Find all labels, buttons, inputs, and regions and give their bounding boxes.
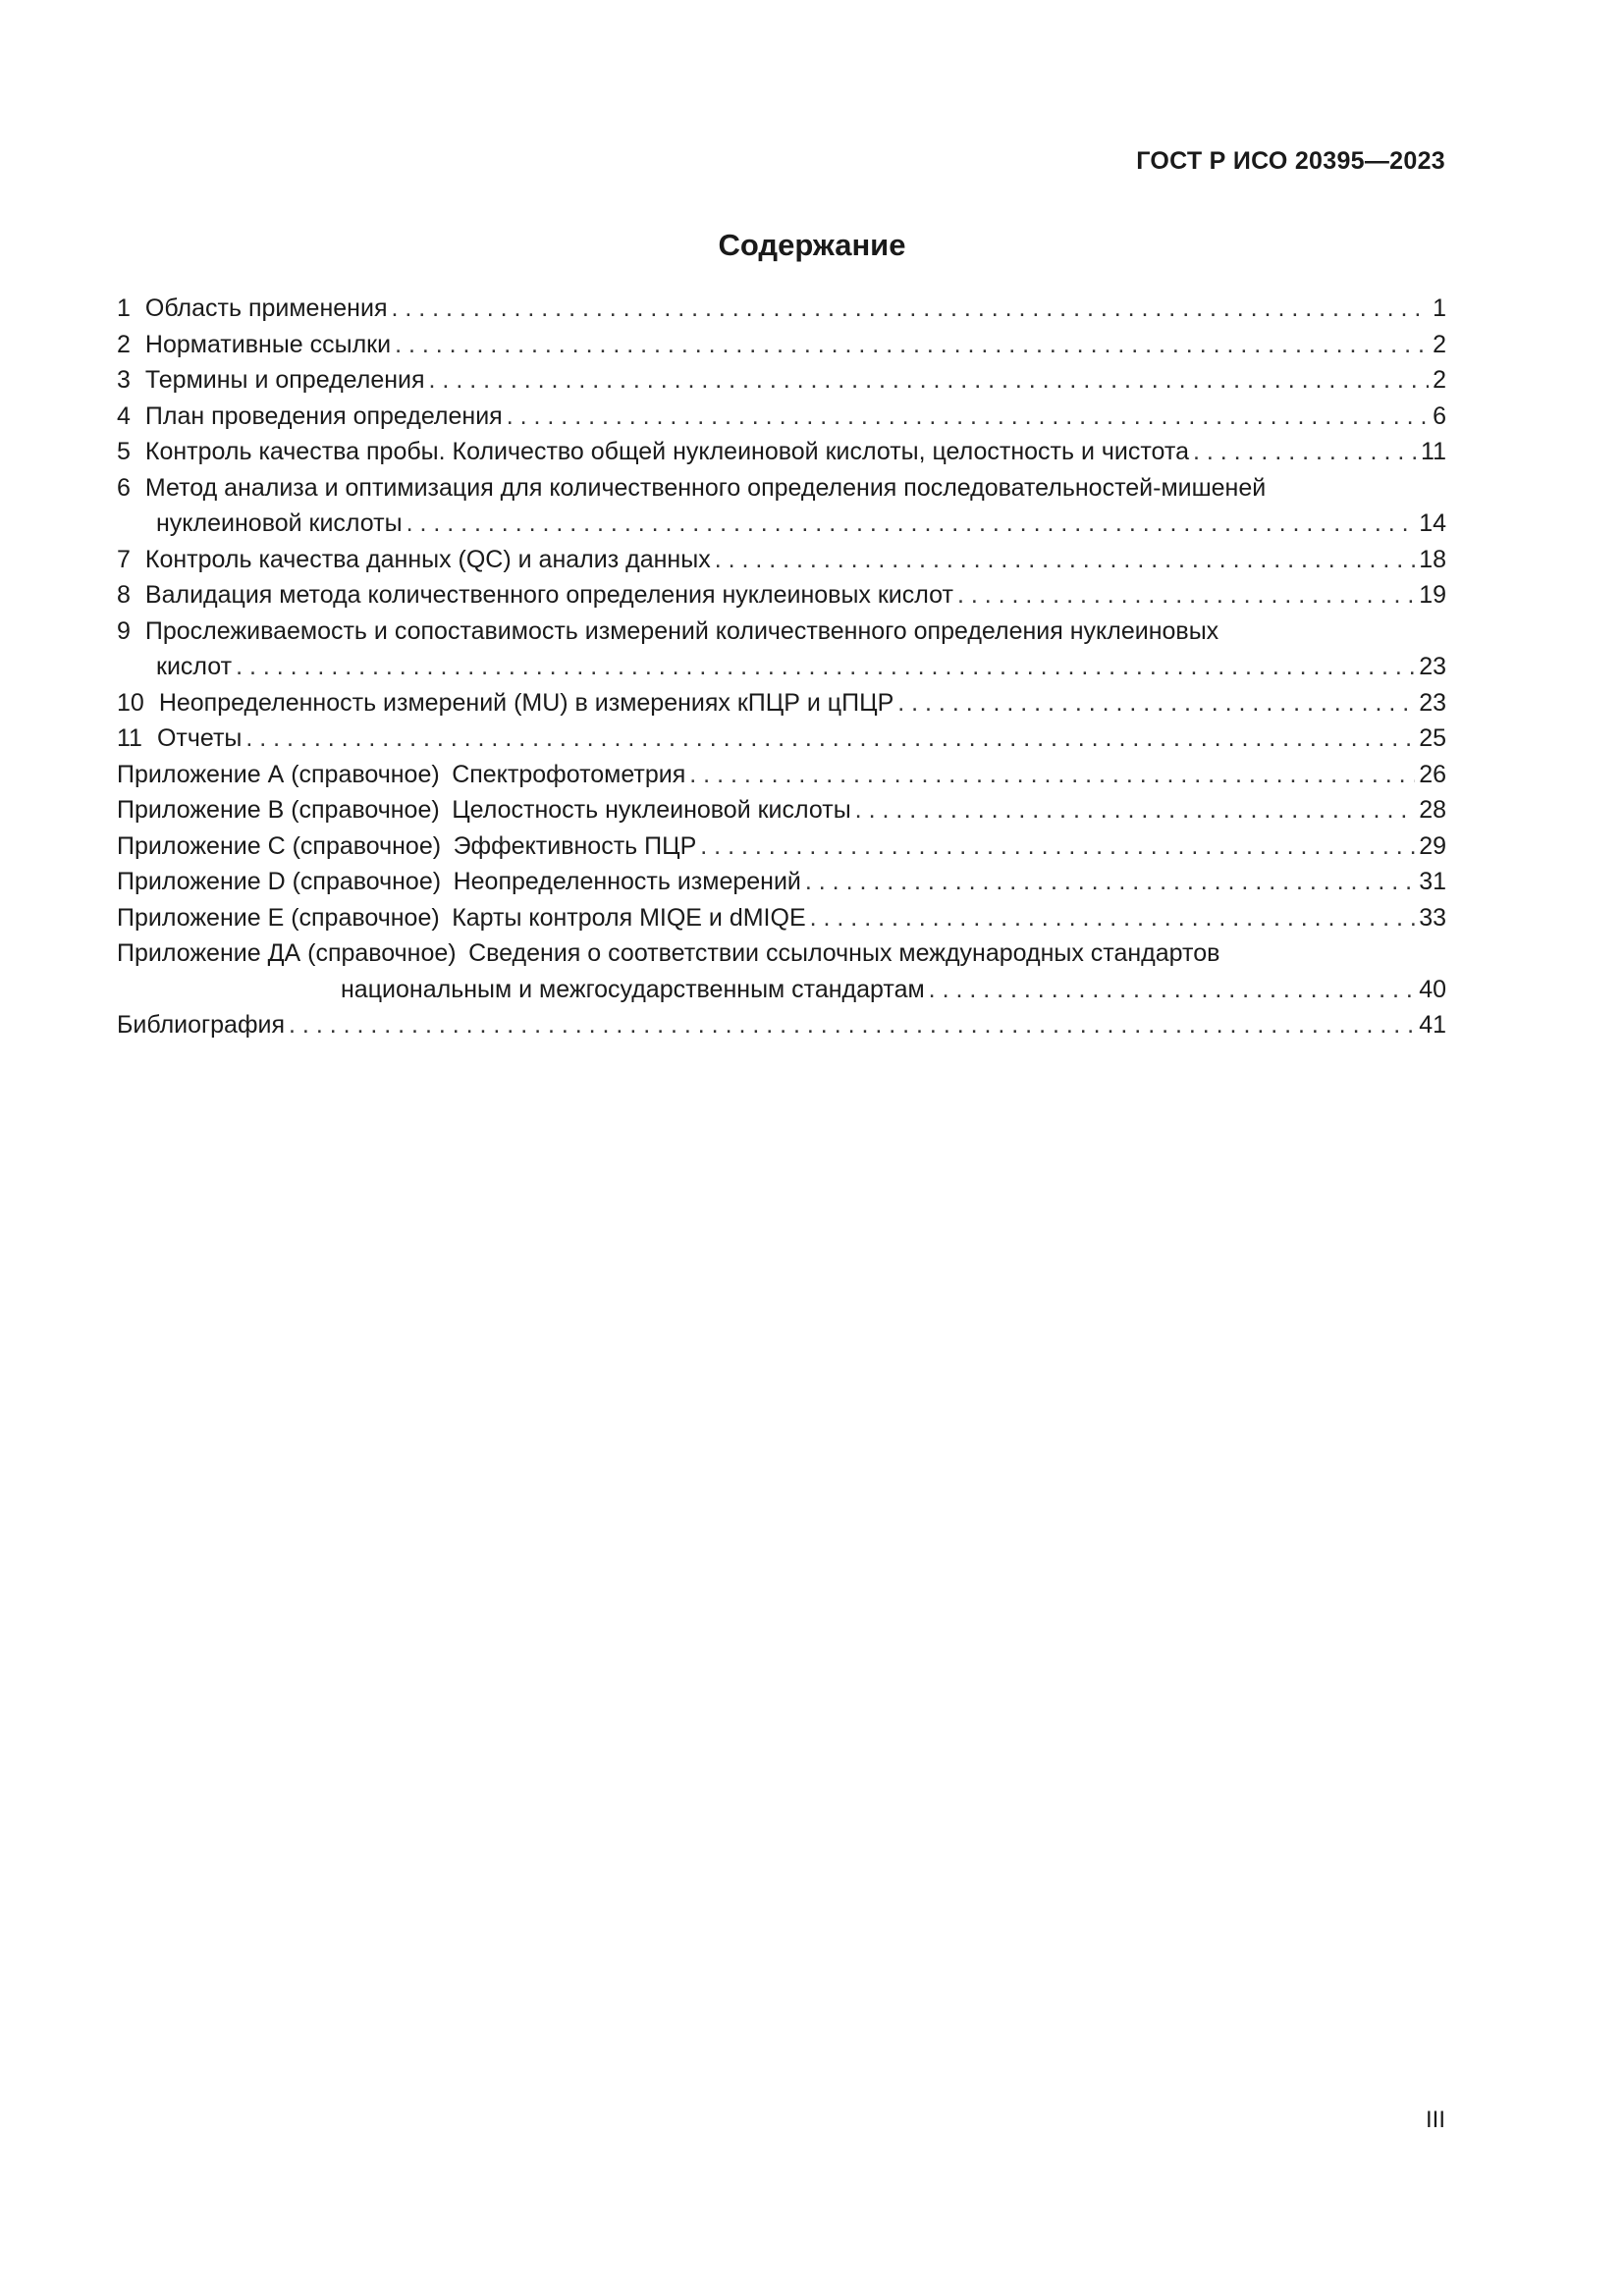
dot-leader bbox=[395, 327, 1429, 363]
toc-entry-label bbox=[117, 542, 711, 578]
toc-entry-label bbox=[117, 900, 806, 936]
toc-entry-label bbox=[117, 685, 893, 721]
appendix-prefix: Приложение Е (справочное) bbox=[117, 903, 440, 932]
toc-entry-section-1[interactable] bbox=[117, 291, 1446, 327]
section-number: 7 bbox=[117, 545, 131, 573]
toc-entry-label bbox=[117, 291, 387, 327]
toc-entry-label bbox=[117, 935, 1219, 972]
toc-entry-label bbox=[117, 327, 391, 363]
section-title: Неопределенность измерений (MU) в измерениях кПЦР и цПЦР bbox=[158, 688, 894, 717]
dot-leader bbox=[689, 757, 1415, 793]
toc-entry-section-2[interactable] bbox=[117, 327, 1446, 363]
section-number: 4 bbox=[117, 401, 131, 430]
toc-entry-appendix-da[interactable] bbox=[117, 935, 1446, 1007]
section-title: Метод анализа и оптимизация для количественного определения последовательностей-мишеней bbox=[144, 473, 1267, 502]
page-number: 2 bbox=[1433, 330, 1446, 358]
toc-entry-label bbox=[117, 470, 1266, 507]
toc-entry-appendix-a[interactable] bbox=[117, 757, 1446, 793]
section-title: План проведения определения bbox=[144, 401, 503, 430]
page-number: 23 bbox=[1419, 688, 1446, 717]
appendix-title: Целостность нуклеиновой кислоты bbox=[452, 796, 851, 824]
page-number: 41 bbox=[1419, 1011, 1446, 1039]
dot-leader bbox=[289, 1007, 1415, 1043]
section-title: Нормативные ссылки bbox=[144, 330, 392, 358]
section-number: 10 bbox=[117, 688, 144, 717]
appendix-title: Карты контроля MIQE и dMIQE bbox=[452, 903, 806, 932]
page-number: 28 bbox=[1419, 796, 1446, 824]
page-number: 31 bbox=[1419, 868, 1446, 895]
section-number: 5 bbox=[117, 438, 131, 465]
section-title: Контроль качества данных (QC) и анализ данных bbox=[144, 545, 711, 573]
toc-entry-bibliography[interactable] bbox=[117, 1007, 1446, 1043]
document-code: ГОСТ Р ИСО 20395—2023 bbox=[1136, 147, 1445, 175]
toc-entry-label bbox=[117, 757, 685, 793]
page-number: 19 bbox=[1419, 581, 1446, 609]
page-number: 40 bbox=[1419, 975, 1446, 1003]
page-number: 14 bbox=[1419, 509, 1446, 537]
toc-entry-label bbox=[117, 614, 1218, 650]
section-number: 3 bbox=[117, 366, 131, 394]
toc-title: Содержание bbox=[718, 228, 906, 262]
appendix-prefix: Приложение С (справочное) bbox=[117, 831, 442, 860]
page-number: 18 bbox=[1419, 545, 1446, 573]
section-title-continuation: кислот bbox=[156, 653, 233, 680]
section-title: Прослеживаемость и сопоставимость измерений количественного определения нуклеиновых bbox=[144, 616, 1219, 645]
page-number: 33 bbox=[1419, 903, 1446, 932]
dot-leader bbox=[507, 399, 1429, 435]
section-number: 2 bbox=[117, 330, 131, 358]
toc-entry-section-8[interactable] bbox=[117, 577, 1446, 614]
section-number: 9 bbox=[117, 616, 131, 645]
appendix-title: Неопределенность измерений bbox=[453, 868, 801, 895]
page-number: 6 bbox=[1433, 401, 1446, 430]
appendix-prefix: Приложение А (справочное) bbox=[117, 760, 440, 788]
appendix-prefix: Приложение В (справочное) bbox=[117, 796, 440, 824]
toc-entry-appendix-c[interactable] bbox=[117, 828, 1446, 865]
appendix-title: Спектрофотометрия bbox=[452, 760, 686, 788]
section-title: Термины и определения bbox=[144, 366, 425, 394]
dot-leader bbox=[715, 542, 1416, 578]
toc-entry-label bbox=[117, 721, 242, 757]
table-of-contents bbox=[117, 291, 1446, 1043]
section-title: Область применения bbox=[144, 294, 388, 322]
page-number: 29 bbox=[1419, 831, 1446, 860]
dot-leader bbox=[391, 291, 1429, 327]
page-number: 25 bbox=[1419, 724, 1446, 752]
appendix-title: Эффективность ПЦР bbox=[453, 831, 697, 860]
section-number: 8 bbox=[117, 581, 131, 609]
dot-leader bbox=[245, 721, 1415, 757]
dot-leader bbox=[429, 362, 1430, 399]
dot-leader bbox=[1193, 434, 1417, 470]
dot-leader bbox=[805, 864, 1415, 900]
toc-entry-section-9[interactable] bbox=[117, 614, 1446, 685]
toc-entry-label bbox=[117, 864, 801, 900]
page-number: 23 bbox=[1419, 653, 1446, 680]
toc-entry-label bbox=[117, 577, 953, 614]
toc-entry-label bbox=[117, 792, 851, 828]
page-number: 11 bbox=[1421, 438, 1446, 465]
section-title: Отчеты bbox=[156, 724, 243, 752]
appendix-title-continuation: национальным и межгосударственным стандартам bbox=[341, 975, 925, 1003]
toc-entry-section-7[interactable] bbox=[117, 542, 1446, 578]
dot-leader bbox=[810, 900, 1416, 936]
appendix-prefix: Приложение ДА (справочное) bbox=[117, 939, 457, 967]
toc-entry-section-10[interactable] bbox=[117, 685, 1446, 721]
toc-entry-label bbox=[117, 828, 696, 865]
section-number: 1 bbox=[117, 294, 131, 322]
toc-entry-label bbox=[117, 362, 425, 399]
page-number: 2 bbox=[1433, 366, 1446, 394]
toc-entry-section-4[interactable] bbox=[117, 399, 1446, 435]
page-number-footer: III bbox=[1425, 2107, 1445, 2133]
toc-entry-section-11[interactable] bbox=[117, 721, 1446, 757]
toc-entry-appendix-d[interactable] bbox=[117, 864, 1446, 900]
toc-entry-appendix-e[interactable] bbox=[117, 900, 1446, 936]
toc-entry-appendix-b[interactable] bbox=[117, 792, 1446, 828]
section-title: Валидация метода количественного определения нуклеиновых кислот bbox=[144, 581, 953, 609]
dot-leader bbox=[855, 792, 1416, 828]
toc-entry-section-3[interactable] bbox=[117, 362, 1446, 399]
appendix-title: Сведения о соответствии ссылочных международных стандартов bbox=[468, 939, 1220, 967]
bibliography-label: Библиография bbox=[117, 1011, 286, 1039]
page-number: 26 bbox=[1419, 760, 1446, 788]
section-number: 6 bbox=[117, 473, 131, 502]
dot-leader bbox=[957, 577, 1415, 614]
dot-leader bbox=[929, 972, 1416, 1008]
toc-entry-section-6[interactable] bbox=[117, 470, 1446, 542]
dot-leader bbox=[897, 685, 1415, 721]
dot-leader bbox=[700, 828, 1415, 865]
dot-leader bbox=[406, 506, 1416, 542]
section-title: Контроль качества пробы. Количество общей нуклеиновой кислоты, целостность и чистота bbox=[144, 438, 1189, 465]
section-number: 11 bbox=[117, 724, 142, 752]
appendix-prefix: Приложение D (справочное) bbox=[117, 868, 442, 895]
page-number: 1 bbox=[1433, 294, 1446, 322]
toc-entry-label bbox=[117, 399, 503, 435]
section-title-continuation: нуклеиновой кислоты bbox=[156, 509, 403, 537]
toc-entry-label bbox=[117, 434, 1189, 470]
dot-leader bbox=[236, 649, 1415, 685]
toc-entry-section-5[interactable] bbox=[117, 434, 1446, 470]
